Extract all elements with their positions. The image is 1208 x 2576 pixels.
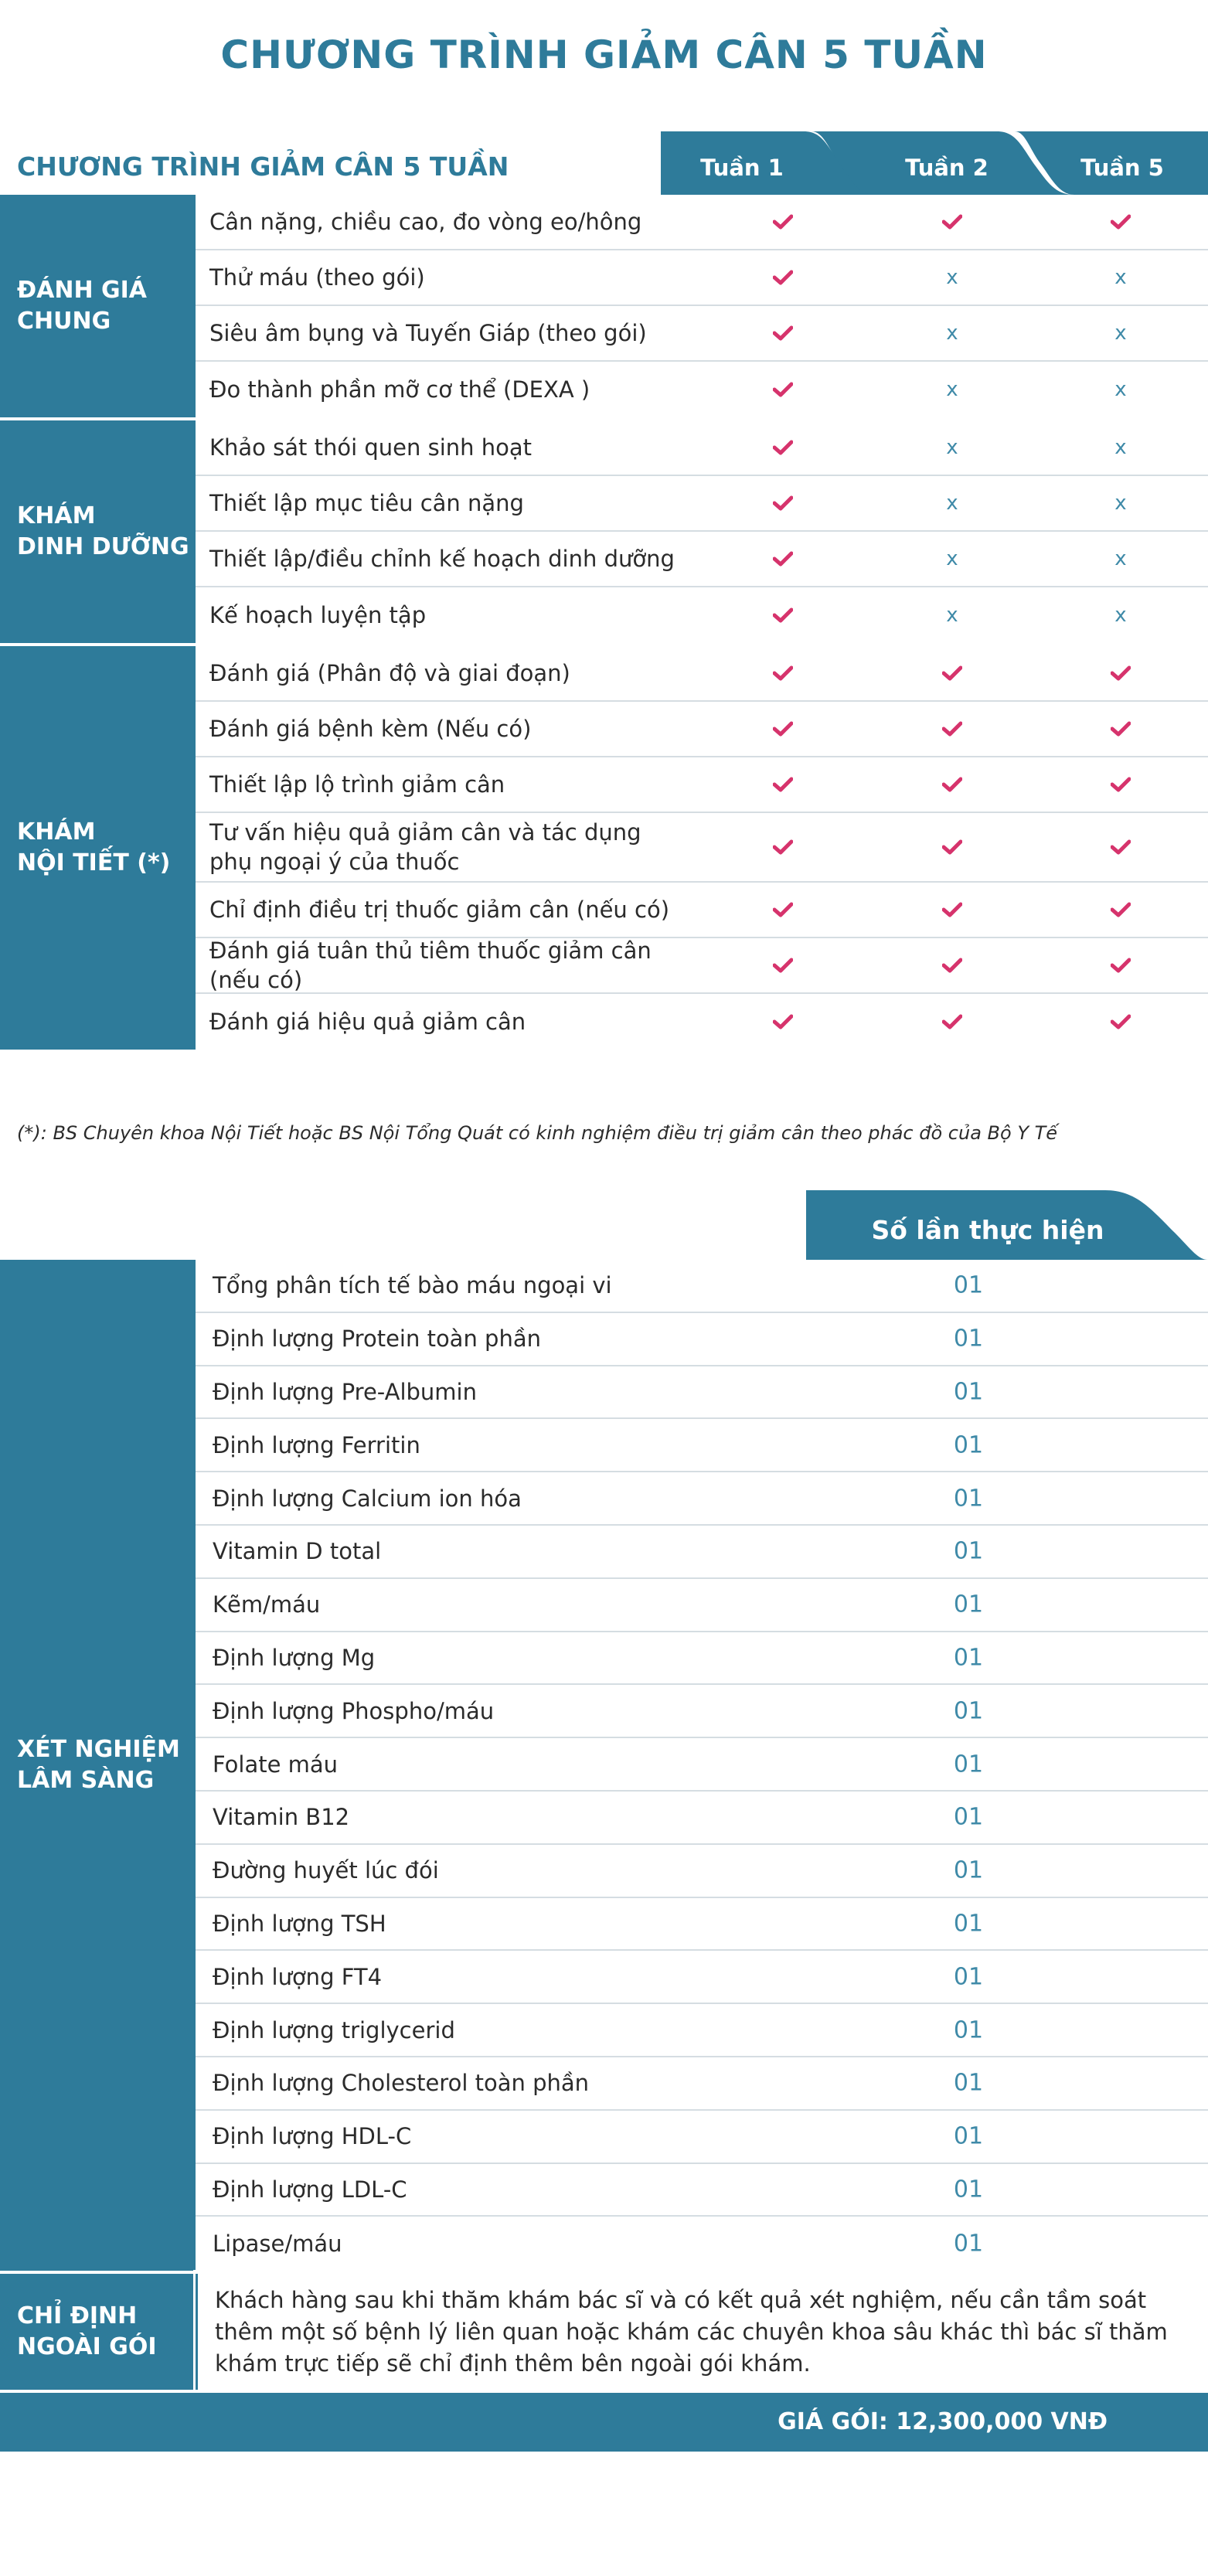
lab-test-row bbox=[196, 2164, 1208, 2217]
lab-test-row bbox=[196, 1738, 1208, 1792]
lab-test-count: 01 bbox=[953, 1325, 984, 1353]
program-row bbox=[196, 813, 1208, 883]
check-icon bbox=[767, 607, 798, 623]
lab-test-name: Kẽm/máu bbox=[213, 1591, 321, 1618]
lab-group-label: XÉT NGHIỆM LÂM SÀNG bbox=[17, 1736, 180, 1794]
program-row bbox=[196, 702, 1208, 757]
lab-test-count: 01 bbox=[953, 2069, 984, 2097]
cross-mark: x bbox=[946, 266, 958, 289]
check-icon bbox=[937, 958, 968, 973]
lab-test-count: 01 bbox=[953, 2230, 984, 2258]
lab-test-name: Định lượng triglycerid bbox=[213, 2016, 455, 2043]
check-icon bbox=[1105, 1014, 1136, 1029]
cross-mark: x bbox=[946, 436, 958, 459]
lab-test-name: Định lượng Phospho/máu bbox=[213, 1697, 495, 1724]
check-icon bbox=[767, 325, 798, 341]
lab-test-count: 01 bbox=[953, 1591, 984, 1618]
week-1-header: Tuần 1 bbox=[700, 155, 784, 181]
check-icon bbox=[1105, 839, 1136, 855]
lab-test-row bbox=[196, 1419, 1208, 1472]
check-icon bbox=[767, 902, 798, 917]
program-table-header bbox=[0, 131, 1208, 195]
lab-test-row bbox=[196, 1792, 1208, 1845]
cross-mark: x bbox=[1114, 547, 1127, 570]
lab-test-row bbox=[196, 1526, 1208, 1579]
extra-group-label: CHỈ ĐỊNH NGOÀI GÓI bbox=[17, 2302, 157, 2360]
cross-mark: x bbox=[1114, 322, 1127, 345]
program-item-label: Chỉ định điều trị thuốc giảm cân (nếu có) bbox=[209, 897, 670, 923]
lab-test-count: 01 bbox=[953, 1697, 984, 1725]
check-icon bbox=[767, 495, 798, 511]
package-price: GIÁ GÓI: 12,300,000 VNĐ bbox=[778, 2408, 1108, 2435]
program-item-label: Thiết lập mục tiêu cân nặng bbox=[209, 490, 524, 516]
check-icon bbox=[767, 270, 798, 285]
lab-test-count: 01 bbox=[953, 2122, 984, 2150]
check-icon bbox=[1105, 777, 1136, 792]
program-row bbox=[196, 306, 1208, 362]
extra-group-cell bbox=[0, 2274, 193, 2390]
lab-test-row bbox=[196, 1579, 1208, 1632]
lab-test-name: Folate máu bbox=[213, 1751, 339, 1778]
cross-mark: x bbox=[1114, 604, 1127, 627]
program-group bbox=[0, 646, 1208, 1053]
lab-table-body bbox=[0, 1260, 1208, 2271]
lab-test-row bbox=[196, 2217, 1208, 2270]
lab-test-name: Định lượng TSH bbox=[213, 1910, 386, 1937]
price-bar bbox=[0, 2393, 1208, 2452]
program-row bbox=[196, 938, 1208, 994]
program-group bbox=[0, 195, 1208, 420]
check-icon bbox=[767, 958, 798, 973]
group-cell bbox=[0, 195, 193, 417]
lab-test-count: 01 bbox=[953, 1485, 984, 1513]
check-icon bbox=[937, 902, 968, 917]
program-row bbox=[196, 476, 1208, 532]
check-icon bbox=[767, 440, 798, 455]
check-icon bbox=[767, 1014, 798, 1029]
lab-test-count: 01 bbox=[953, 2016, 984, 2044]
lab-test-row bbox=[196, 2111, 1208, 2164]
cross-mark: x bbox=[946, 604, 958, 627]
lab-test-count: 01 bbox=[953, 1644, 984, 1672]
lab-test-count: 01 bbox=[953, 1910, 984, 1938]
group-cell bbox=[0, 420, 193, 643]
extra-note: Khách hàng sau khi thăm khám bác sĩ và có kết quả xét nghiệm, nếu cần tầm soát thêm một số bệnh lý liên quan hoặc khám các chuyên khoa sâu khác thì bác sĩ thăm khám trực tiếp sẽ chỉ định thêm bên ngoài gói khám. bbox=[196, 2274, 1208, 2390]
lab-test-name: Lipase/máu bbox=[213, 2230, 342, 2257]
lab-test-name: Định lượng HDL-C bbox=[213, 2123, 412, 2150]
check-icon bbox=[767, 777, 798, 792]
page-title: CHƯƠNG TRÌNH GIẢM CÂN 5 TUẦN bbox=[220, 32, 988, 77]
count-header: Số lần thực hiện bbox=[871, 1215, 1104, 1245]
program-row bbox=[196, 420, 1208, 476]
check-icon bbox=[1105, 902, 1136, 917]
program-table-title: CHƯƠNG TRÌNH GIẢM CÂN 5 TUẦN bbox=[17, 151, 509, 182]
program-group bbox=[0, 420, 1208, 646]
lab-test-row bbox=[196, 1951, 1208, 2004]
lab-test-count: 01 bbox=[953, 1378, 984, 1406]
lab-test-name: Định lượng Protein toàn phần bbox=[213, 1325, 541, 1353]
lab-test-row bbox=[196, 1845, 1208, 1898]
check-icon bbox=[767, 721, 798, 737]
lab-test-row bbox=[196, 1260, 1208, 1313]
lab-test-row bbox=[196, 1472, 1208, 1526]
check-icon bbox=[1105, 958, 1136, 973]
check-icon bbox=[937, 839, 968, 855]
program-item-label: Đánh giá hiệu quả giảm cân bbox=[209, 1009, 526, 1035]
lab-test-name: Vitamin D total bbox=[213, 1538, 382, 1565]
program-item-label: Thử máu (theo gói) bbox=[209, 264, 425, 291]
week-5-header: Tuần 5 bbox=[1080, 155, 1164, 181]
lab-test-row bbox=[196, 1313, 1208, 1366]
program-row bbox=[196, 757, 1208, 813]
check-icon bbox=[767, 382, 798, 397]
lab-test-name: Định lượng Calcium ion hóa bbox=[213, 1485, 522, 1512]
program-row bbox=[196, 195, 1208, 250]
lab-test-name: Định lượng Pre-Albumin bbox=[213, 1378, 477, 1405]
program-row bbox=[196, 587, 1208, 643]
program-item-label: Siêu âm bụng và Tuyến Giáp (theo gói) bbox=[209, 320, 647, 346]
lab-table-header bbox=[0, 1190, 1208, 1260]
check-icon bbox=[767, 214, 798, 230]
check-icon bbox=[937, 665, 968, 681]
cross-mark: x bbox=[1114, 436, 1127, 459]
lab-test-name: Đường huyết lúc đói bbox=[213, 1857, 439, 1884]
program-item-label: Thiết lập lộ trình giảm cân bbox=[209, 771, 505, 798]
check-icon bbox=[937, 214, 968, 230]
lab-test-name: Định lượng LDL-C bbox=[213, 2176, 407, 2203]
extra-section bbox=[0, 2274, 1208, 2390]
program-item-label: Tư vấn hiệu quả giảm cân và tác dụng phụ ngoại ý của thuốc bbox=[209, 819, 641, 875]
program-item-label: Thiết lập/điều chỉnh kế hoạch dinh dưỡng bbox=[209, 546, 675, 572]
cross-mark: x bbox=[946, 547, 958, 570]
program-table-body bbox=[0, 195, 1208, 1053]
lab-group-cell bbox=[0, 1260, 193, 2271]
lab-test-name: Vitamin B12 bbox=[213, 1804, 350, 1831]
lab-test-row bbox=[196, 1632, 1208, 1686]
check-icon bbox=[767, 839, 798, 855]
lab-test-row bbox=[196, 2004, 1208, 2057]
lab-test-name: Định lượng Ferritin bbox=[213, 1431, 420, 1458]
lab-test-count: 01 bbox=[953, 1751, 984, 1778]
check-icon bbox=[1105, 665, 1136, 681]
program-row bbox=[196, 994, 1208, 1050]
group-label: KHÁM DINH DƯỠNG bbox=[17, 502, 189, 560]
check-icon bbox=[1105, 214, 1136, 230]
lab-test-count: 01 bbox=[953, 1431, 984, 1459]
check-icon bbox=[767, 551, 798, 567]
lab-test-list bbox=[193, 1260, 1208, 2270]
check-icon bbox=[767, 665, 798, 681]
program-row bbox=[196, 883, 1208, 938]
lab-test-name: Tổng phân tích tế bào máu ngoại vi bbox=[213, 1272, 612, 1299]
lab-test-count: 01 bbox=[953, 2176, 984, 2203]
program-item-label: Đo thành phần mỡ cơ thể (DEXA ) bbox=[209, 376, 590, 403]
lab-test-count: 01 bbox=[953, 1856, 984, 1884]
lab-test-row bbox=[196, 1898, 1208, 1952]
lab-test-count: 01 bbox=[953, 1537, 984, 1565]
cross-mark: x bbox=[946, 322, 958, 345]
footnote: (*): BS Chuyên khoa Nội Tiết hoặc BS Nội Tổng Quát có kinh nghiệm điều trị giảm cân theo phác đồ của Bộ Y Tế bbox=[17, 1122, 1058, 1144]
lab-test-row bbox=[196, 1685, 1208, 1738]
lab-test-row bbox=[196, 2057, 1208, 2111]
lab-test-name: Định lượng Cholesterol toàn phần bbox=[213, 2070, 590, 2097]
cross-mark: x bbox=[1114, 492, 1127, 515]
lab-test-name: Định lượng Mg bbox=[213, 1644, 376, 1671]
check-icon bbox=[1105, 721, 1136, 737]
week-2-header: Tuần 2 bbox=[905, 155, 989, 181]
program-row bbox=[196, 250, 1208, 306]
check-icon bbox=[937, 1014, 968, 1029]
cross-mark: x bbox=[946, 492, 958, 515]
group-label: ĐÁNH GIÁ CHUNG bbox=[17, 277, 148, 335]
lab-test-count: 01 bbox=[953, 1803, 984, 1831]
program-row bbox=[196, 646, 1208, 702]
cross-mark: x bbox=[946, 378, 958, 401]
check-icon bbox=[937, 777, 968, 792]
program-row bbox=[196, 362, 1208, 417]
program-item-label: Đánh giá bệnh kèm (Nếu có) bbox=[209, 716, 532, 742]
group-cell bbox=[0, 646, 193, 1050]
lab-test-count: 01 bbox=[953, 1963, 984, 1991]
group-label: KHÁM NỘI TIẾT (*) bbox=[17, 818, 171, 876]
program-row bbox=[196, 532, 1208, 587]
program-item-label: Khảo sát thói quen sinh hoạt bbox=[209, 434, 533, 461]
lab-test-row bbox=[196, 1366, 1208, 1420]
cross-mark: x bbox=[1114, 378, 1127, 401]
program-item-label: Kế hoạch luyện tập bbox=[209, 602, 427, 628]
program-item-label: Cân nặng, chiều cao, đo vòng eo/hông bbox=[209, 209, 642, 235]
lab-test-count: 01 bbox=[953, 1271, 984, 1299]
check-icon bbox=[937, 721, 968, 737]
lab-test-name: Định lượng FT4 bbox=[213, 1963, 383, 1990]
program-item-label: Đánh giá (Phân độ và giai đoạn) bbox=[209, 660, 570, 686]
cross-mark: x bbox=[1114, 266, 1127, 289]
program-item-label: Đánh giá tuân thủ tiêm thuốc giảm cân (nếu có) bbox=[209, 938, 652, 993]
